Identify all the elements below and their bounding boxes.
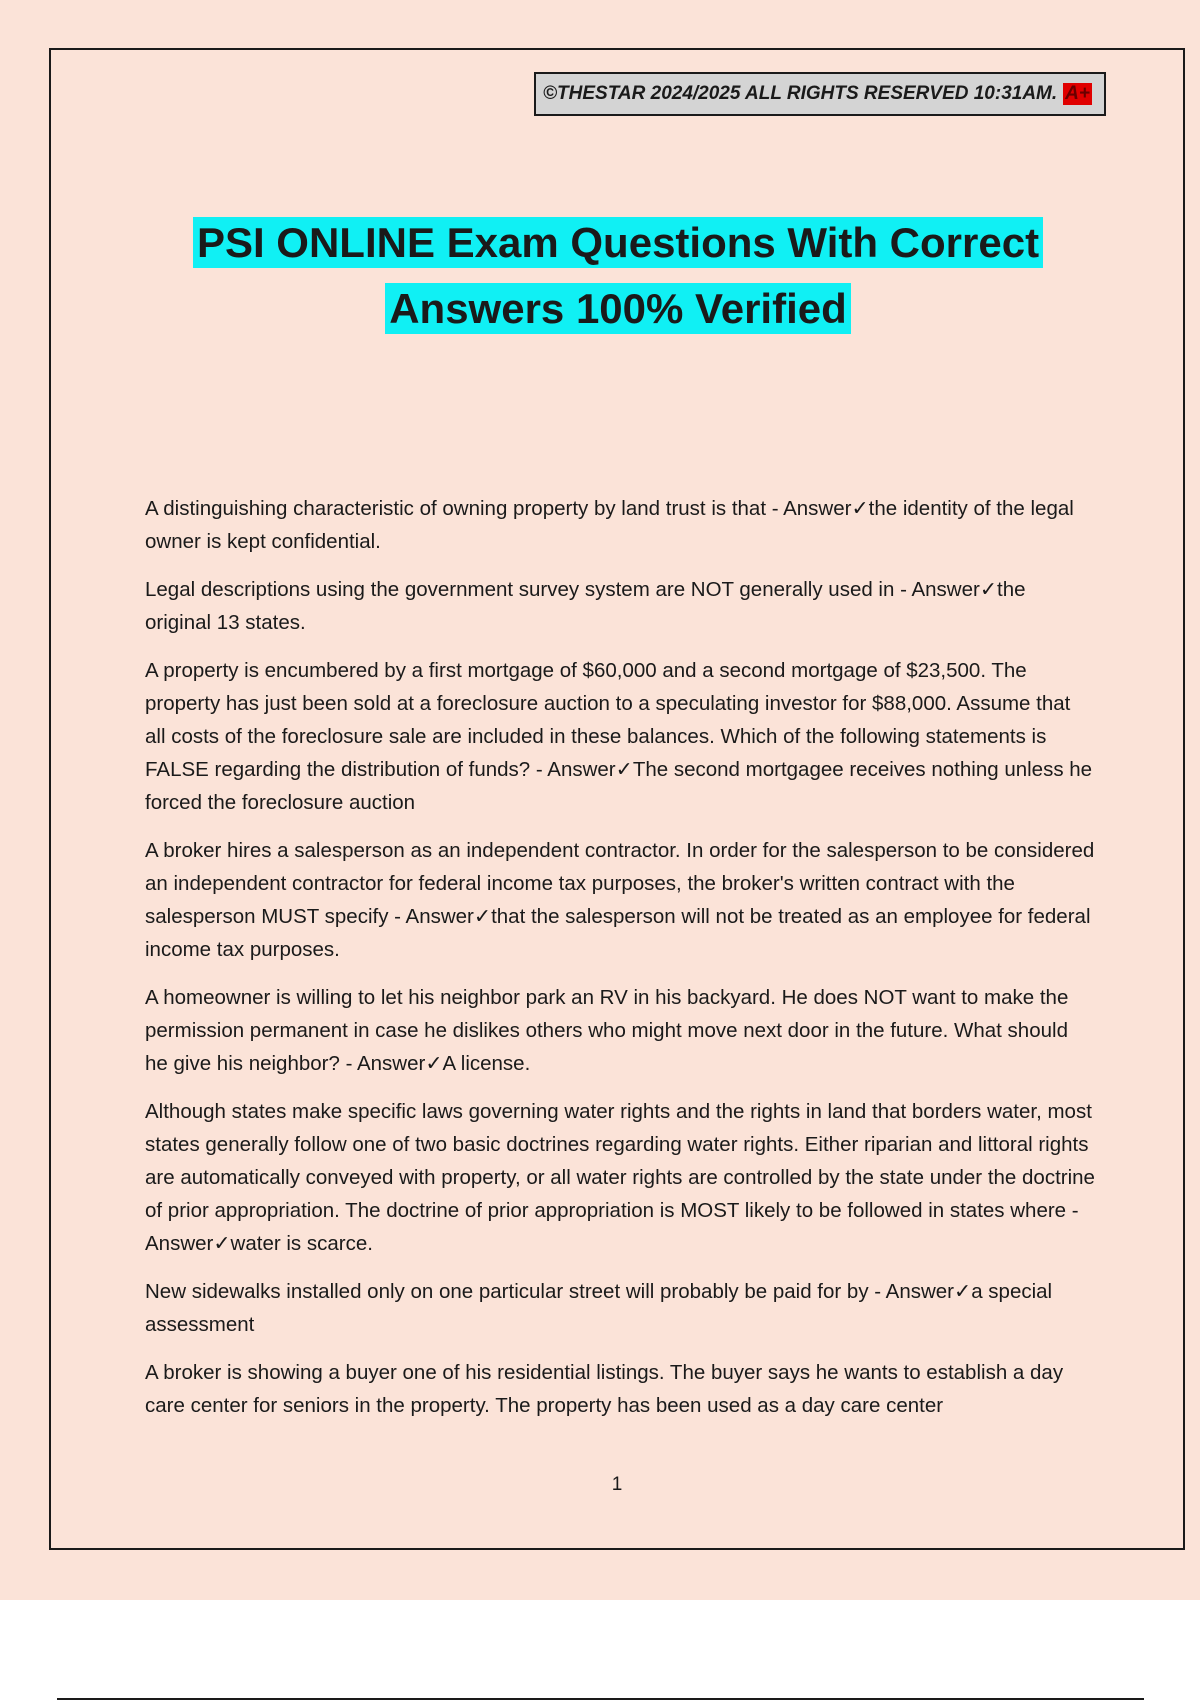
qa-item [145, 834, 1095, 966]
page-number: 1 [611, 1474, 623, 1495]
answer-text: that the salesperson will not be treated as an employee for federal income tax purposes. [145, 905, 1091, 961]
qa-item [145, 1095, 1095, 1260]
check-mark-icon: ✓ [615, 758, 633, 781]
answer-text: The second mortgagee receives nothing unless he forced the foreclosure auction [145, 758, 1093, 814]
answer-text: the original 13 states. [145, 578, 1026, 634]
answer-text: the identity of the legal owner is kept confidential. [145, 497, 1074, 553]
check-mark-icon: ✓ [473, 905, 492, 928]
qa-item [145, 981, 1095, 1080]
qa-item [145, 654, 1095, 819]
title-line-1: PSI ONLINE Exam Questions With Correct [193, 217, 1043, 268]
qa-item [145, 573, 1095, 639]
qa-item [145, 1275, 1095, 1341]
question-text: A broker hires a salesperson as an independent contractor. In order for the salesperson to be considered an independent contractor for federal income tax purposes, the broker's written contract with the salesperson MUST specify - Answer [145, 839, 1095, 928]
question-text: Although states make specific laws governing water rights and the rights in land that borders water, most states generally follow one of two basic doctrines regarding water rights. Either riparian and littoral rights are automatically conveyed with property, or all water rights are controlled by the state under the doctrine of prior appropriation. The doctrine of prior appropriation is MOST likely to be followed in states where - Answer [145, 1100, 1095, 1255]
qa-item [145, 492, 1095, 558]
check-mark-icon: ✓ [425, 1052, 443, 1075]
qa-list [145, 492, 1095, 1437]
check-mark-icon: ✓ [979, 578, 998, 601]
check-mark-icon: ✓ [213, 1232, 231, 1255]
copyright-header [534, 72, 1106, 116]
question-text: A homeowner is willing to let his neighbor park an RV in his backyard. He does NOT want to make the permission permanent in case he dislikes others who might move next door in the future. What should he give his neighbor? - Answer [145, 986, 1069, 1075]
grade-badge: A+ [1065, 83, 1090, 104]
answer-text: A license. [442, 1052, 531, 1075]
answer-text: a special assessment [145, 1280, 1053, 1336]
check-mark-icon: ✓ [954, 1280, 972, 1303]
question-text: New sidewalks installed only on one particular street will probably be paid for by - Answer [145, 1280, 955, 1303]
question-text: A broker is showing a buyer one of his residential listings. The buyer says he wants to establish a day care center for seniors in the property. The property has been used as a day care center [145, 1361, 1064, 1417]
question-text: A property is encumbered by a first mortgage of $60,000 and a second mortgage of $23,500. The property has just been sold at a foreclosure auction to a speculating investor for $88,000. Assume that all costs of the foreclosure sale are included in these balances. Which of the following statements is FALSE regarding the distribution of funds? - Answer [145, 659, 1071, 781]
question-text: A distinguishing characteristic of owning property by land trust is that - Answer [145, 497, 852, 520]
answer-text: water is scarce. [230, 1232, 373, 1255]
copyright-text: ©THESTAR 2024/2025 ALL RIGHTS RESERVED 10:31AM. [543, 83, 1058, 104]
question-text: Legal descriptions using the government survey system are NOT generally used in - Answer [145, 578, 980, 601]
title-line-2: Answers 100% Verified [385, 283, 851, 334]
qa-item [145, 1356, 1095, 1422]
check-mark-icon: ✓ [851, 497, 869, 520]
document-title [120, 210, 1116, 342]
